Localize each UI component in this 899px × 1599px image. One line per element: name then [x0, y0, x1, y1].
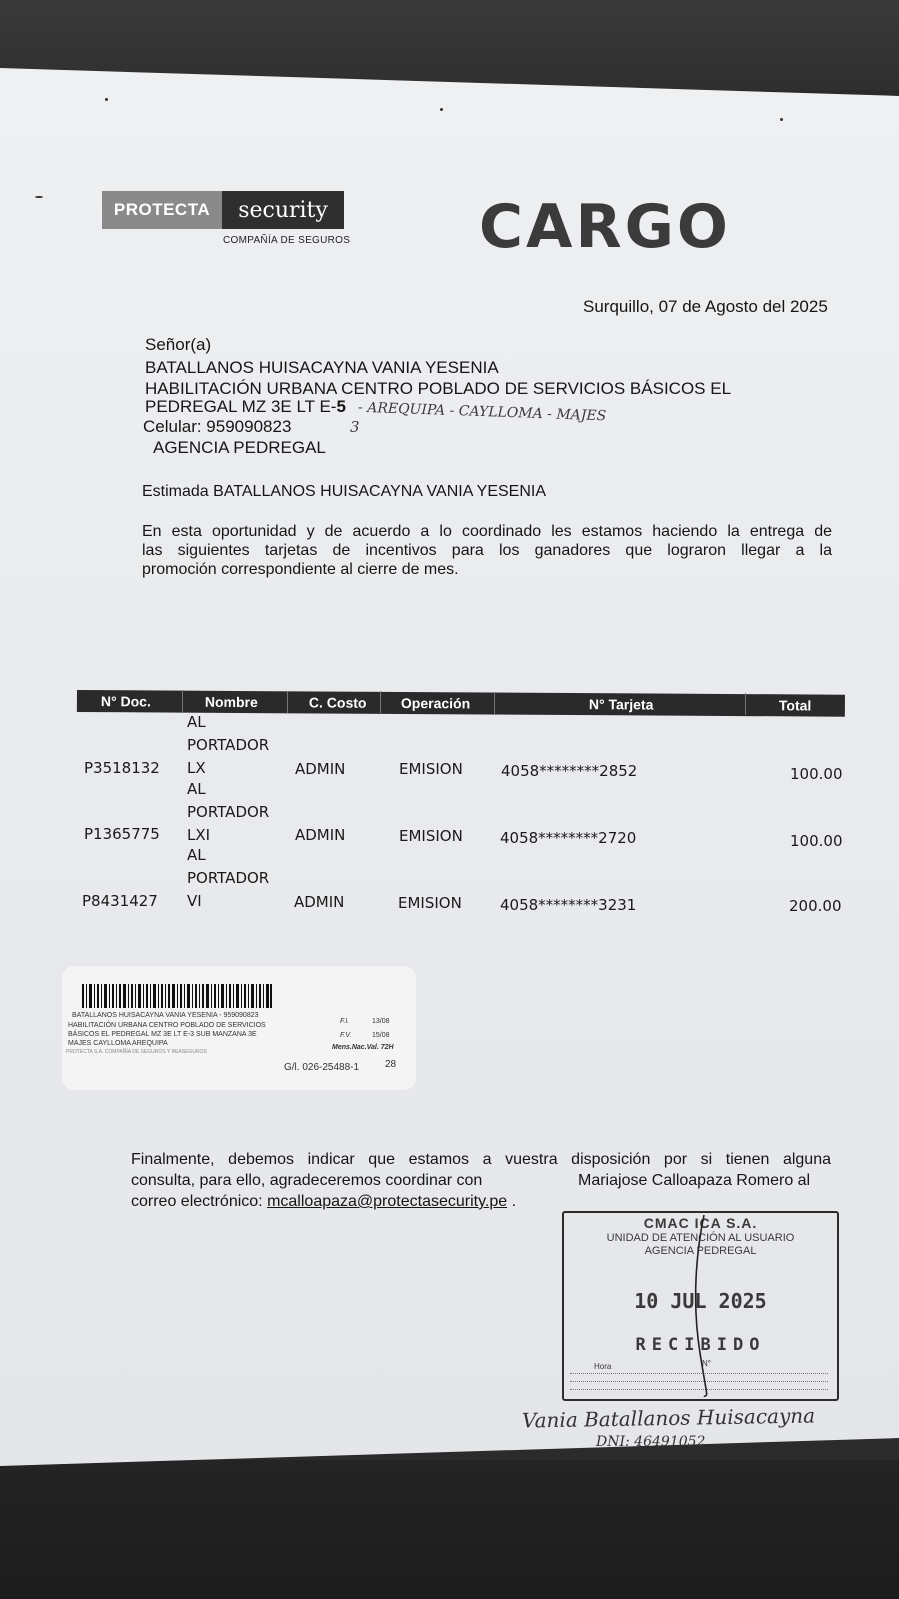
recipient-address-line2 — [145, 397, 346, 417]
label-fi-value: 13/08 — [372, 1018, 390, 1025]
cell-operacion: EMISION — [398, 894, 462, 912]
label-address-2: BÁSICOS EL PEDREGAL MZ 3E LT E-3 SUB MANZANA 3E — [68, 1031, 257, 1038]
received-stamp — [562, 1211, 839, 1401]
intro-line: promoción correspondiente al cierre de mes. — [142, 561, 459, 578]
label-company: PROTECTA S.A. COMPAÑÍA DE SEGUROS Y REASEGUROS — [66, 1049, 207, 1055]
handwritten-address: - AREQUIPA - CAYLLOMA - MAJES — [357, 399, 607, 425]
recipient-phone: Celular: 959090823 — [143, 417, 292, 436]
col-header-total: Total — [778, 697, 812, 714]
protecta-security-logo — [102, 191, 344, 229]
col-divider — [745, 693, 746, 715]
cell-nombre: PORTADOR — [187, 803, 270, 821]
intro-line: las siguientes tarjetas de incentivos para los ganadores que lograron llegar a la — [142, 542, 832, 559]
barcode-icon — [82, 984, 272, 1008]
letter-date: Surquillo, 07 de Agosto del 2025 — [583, 297, 828, 316]
label-fi: F.I. — [340, 1018, 350, 1025]
label-fv-value: 15/08 — [372, 1032, 390, 1039]
col-divider — [380, 691, 381, 713]
greeting: Estimada BATALLANOS HUISACAYNA VANIA YESENIA — [142, 483, 546, 500]
shipping-label — [62, 966, 416, 1090]
cell-total: 200.00 — [789, 897, 842, 915]
contact-email-link[interactable]: mcalloapaza@protectasecurity.pe — [267, 1193, 508, 1210]
cell-costo: ADMIN — [295, 826, 346, 844]
cell-operacion: EMISION — [399, 827, 463, 845]
handwritten-digit: 3 — [350, 418, 360, 436]
cell-doc: P8431427 — [82, 892, 158, 910]
col-header-tarjeta: N° Tarjeta — [588, 696, 654, 713]
paper-speck — [35, 196, 43, 198]
cell-tarjeta: 4058********3231 — [500, 896, 637, 914]
col-divider — [494, 692, 495, 714]
label-count: 28 — [385, 1059, 397, 1070]
salutation: Señor(a) — [145, 335, 212, 354]
label-address-1: HABILITACIÓN URBANA CENTRO POBLADO DE SERVICIOS — [68, 1022, 266, 1029]
col-header-nombre: Nombre — [204, 693, 258, 711]
col-header-doc: N° Doc. — [100, 693, 151, 710]
logo-security-text: security — [222, 191, 344, 229]
label-fv: F.V. — [340, 1032, 352, 1039]
cargo-stamp-title: CARGO — [479, 192, 731, 262]
label-recipient: BATALLANOS HUISACAYNA VANIA YESENIA - 959090823 — [72, 1012, 259, 1019]
logo-subtitle: COMPAÑÍA DE SEGUROS — [223, 235, 351, 246]
signature-name: Vania Batallanos Huisacayna — [521, 1403, 816, 1433]
intro-line: En esta oportunidad y de acuerdo a lo coordinado les estamos haciendo la entrega de — [142, 523, 832, 540]
cell-operacion: EMISION — [399, 760, 463, 778]
stamp-numero: N° — [702, 1359, 711, 1368]
cell-tarjeta: 4058********2720 — [500, 829, 637, 847]
address-text: PEDREGAL MZ 3E LT E- — [145, 397, 337, 416]
cell-doc: P3518132 — [84, 759, 160, 777]
paper-speck — [440, 108, 443, 111]
cell-costo: ADMIN — [295, 760, 346, 778]
cell-nombre: LXI — [187, 826, 211, 844]
address-digit: 5 — [336, 397, 346, 416]
col-divider — [182, 690, 183, 712]
cell-nombre: AL — [187, 713, 206, 731]
cell-nombre: AL — [187, 780, 206, 798]
closing-line-2a: consulta, para ello, agradeceremos coordinar con — [131, 1172, 483, 1189]
label-address-3: MAJES CAYLLOMA AREQUIPA — [68, 1040, 168, 1047]
signature-stroke-icon — [674, 1213, 734, 1397]
cell-tarjeta: 4058********2852 — [501, 762, 638, 780]
col-divider — [287, 691, 288, 713]
label-guide: G/l. 026-25488-1 — [284, 1062, 360, 1073]
paper-speck — [105, 98, 108, 101]
col-header-costo: C. Costo — [308, 694, 367, 711]
stamp-unit: UNIDAD DE ATENCIÓN AL USUARIO — [606, 1232, 795, 1244]
closing-line-3 — [131, 1193, 516, 1211]
recipient-name: BATALLANOS HUISACAYNA VANIA YESENIA — [145, 358, 499, 377]
cell-nombre: LX — [187, 759, 206, 777]
cell-nombre: PORTADOR — [187, 736, 270, 754]
cell-nombre: PORTADOR — [187, 869, 270, 887]
email-period: . — [511, 1193, 517, 1210]
cell-total: 100.00 — [790, 832, 843, 850]
cell-doc: P1365775 — [84, 825, 160, 843]
stamp-date: 10 JUL 2025 — [634, 1289, 767, 1313]
closing-line-1: Finalmente, debemos indicar que estamos a vuestra disposición por si tienen alguna — [131, 1151, 831, 1168]
label-service: Mens.Nac.Val. 72H — [332, 1044, 394, 1051]
paper-speck — [780, 118, 783, 121]
cell-costo: ADMIN — [294, 893, 345, 911]
intro-paragraph — [142, 522, 832, 579]
signature-dni: DNI: 46491052 — [596, 1434, 706, 1450]
recipient-address-line1: HABILITACIÓN URBANA CENTRO POBLADO DE SERVICIOS BÁSICOS EL — [145, 379, 732, 398]
stamp-status: RECIBIDO — [635, 1335, 766, 1355]
contact-name: Mariajose Calloapaza Romero al — [578, 1172, 811, 1189]
col-header-operacion: Operación — [400, 694, 471, 712]
background-bottom — [0, 1460, 899, 1599]
stamp-agency: AGENCIA PEDREGAL — [644, 1245, 757, 1257]
logo-protecta-text: PROTECTA — [102, 191, 222, 229]
stamp-org: CMAC ICA S.A. — [643, 1215, 758, 1231]
recipient-agency: AGENCIA PEDREGAL — [153, 438, 326, 457]
cell-total: 100.00 — [790, 765, 843, 783]
cell-nombre: AL — [187, 846, 206, 864]
cell-nombre: VI — [187, 892, 202, 910]
email-label: correo electrónico: — [131, 1193, 263, 1210]
stamp-hora: Hora — [594, 1362, 612, 1371]
